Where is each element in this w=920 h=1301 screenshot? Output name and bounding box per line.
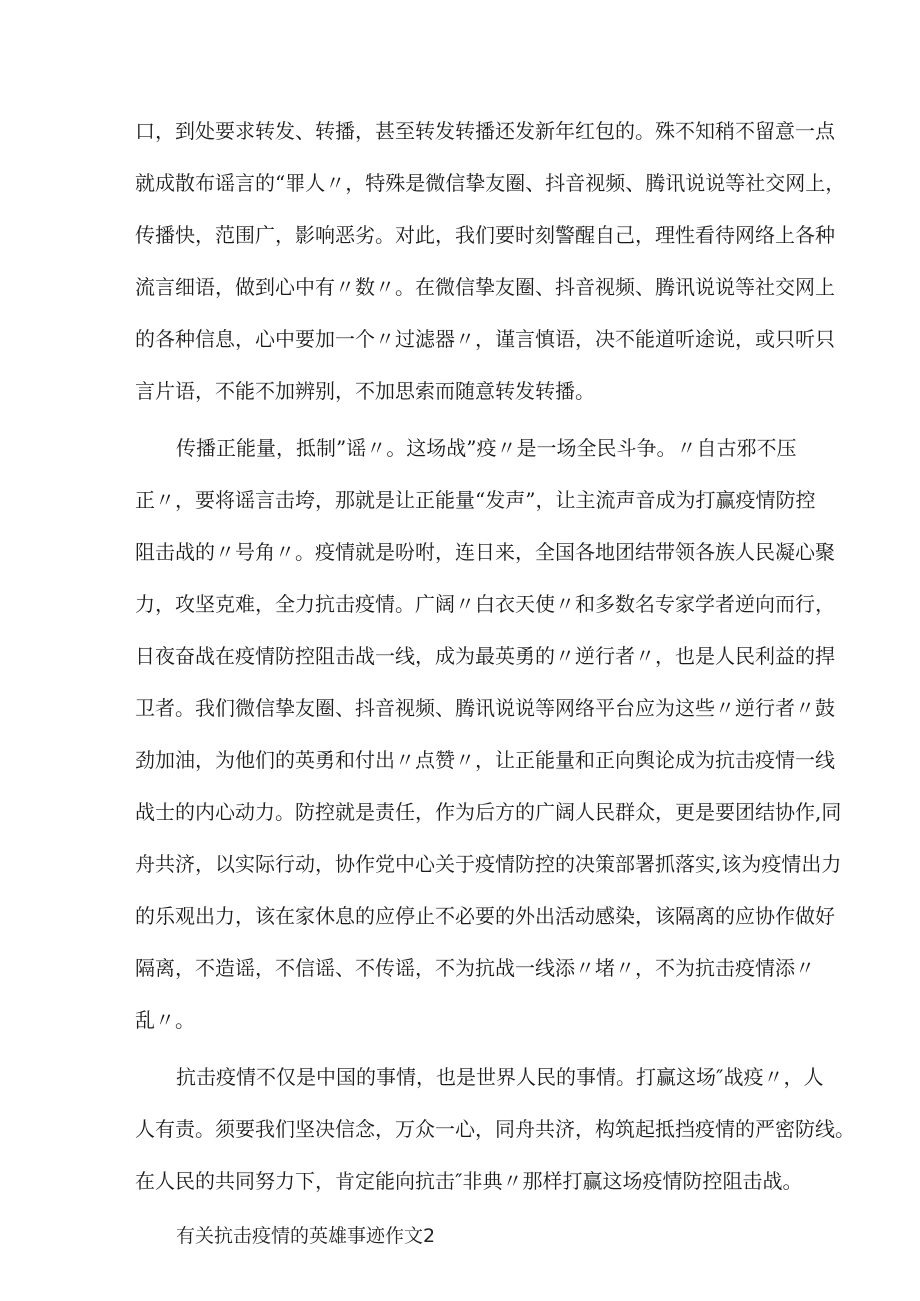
text-line: 传播快，范围广，影响恶劣。对此，我们要时刻警醒自己，理性看待网络上各种 [135, 223, 835, 247]
section-heading: 有关抗击疫情的英雄事迹作文2 [176, 1225, 436, 1247]
text-line: 抗击疫情不仅是中国的事情，也是世界人民的事情。打赢这场″战疫〃，人 [176, 1065, 824, 1089]
text-line: 流言细语，做到心中有〃数〃。在微信挚友圈、抖音视频、腾讯说说等社交网上 [135, 275, 835, 299]
text-line: 的乐观出力，该在家休息的应停止不必要的外出活动感染，该隔离的应协作做好 [135, 904, 835, 928]
text-line: 卫者。我们微信挚友圈、抖音视频、腾讯说说等网络平台应为这些〃逆行者〃鼓 [135, 696, 835, 720]
text-line: 言片语，不能不加辨别，不加思索而随意转发转播。 [135, 379, 595, 403]
text-line: 阻击战的〃号角〃。疫情就是吩咐，连日来，全国各地团结带领各族人民凝心聚 [135, 540, 835, 564]
text-line: 隔离，不造谣，不信谣、不传谣，不为抗战一线添〃堵〃，不为抗击疫情添〃 [135, 956, 815, 980]
text-line: 劲加油，为他们的英勇和付出〃点赞〃，让正能量和正向舆论成为抗击疫情一线 [135, 748, 835, 772]
text-line: 人有责。须要我们坚决信念，万众一心，同舟共济，构筑起抵挡疫情的严密防线。 [135, 1117, 855, 1141]
text-line: 口，到处要求转发、转播，甚至转发转播还发新年红包的。殊不知稍不留意一点 [135, 119, 835, 143]
text-line: 在人民的共同努力下，肯定能向抗击″非典〃那样打赢这场疫情防控阻击战。 [135, 1169, 803, 1193]
text-line: 战士的内心动力。防控就是责任，作为后方的广阔人民群众，更是要团结协作,同 [135, 800, 842, 824]
text-line: 力，攻坚克难，全力抗击疫情。广阔〃白衣天使〃和多数名专家学者逆向而行， [135, 592, 835, 616]
text-line: 正〃，要将谣言击垮，那就是让正能量“发声”，让主流声音成为打赢疫情防控 [135, 488, 816, 512]
text-line: 的各种信息，心中要加一个〃过滤器〃，谨言慎语，决不能道听途说，或只听只 [135, 327, 835, 351]
text-line: 舟共济，以实际行动，协作党中心关于疫情防控的决策部署抓落实,该为疫情出力 [135, 852, 842, 876]
text-line: 传播正能量，抵制”谣〃。这场战”疫〃是一场全民斗争。〃自古邪不压 [176, 436, 797, 460]
text-line: 乱〃。 [135, 1008, 195, 1032]
text-line: 日夜奋战在疫情防控阻击战一线，成为最英勇的〃逆行者〃，也是人民利益的捍 [135, 644, 835, 668]
text-line: 就成散布谣言的“罪人〃，特殊是微信挚友圈、抖音视频、腾讯说说等社交网上， [135, 171, 846, 195]
